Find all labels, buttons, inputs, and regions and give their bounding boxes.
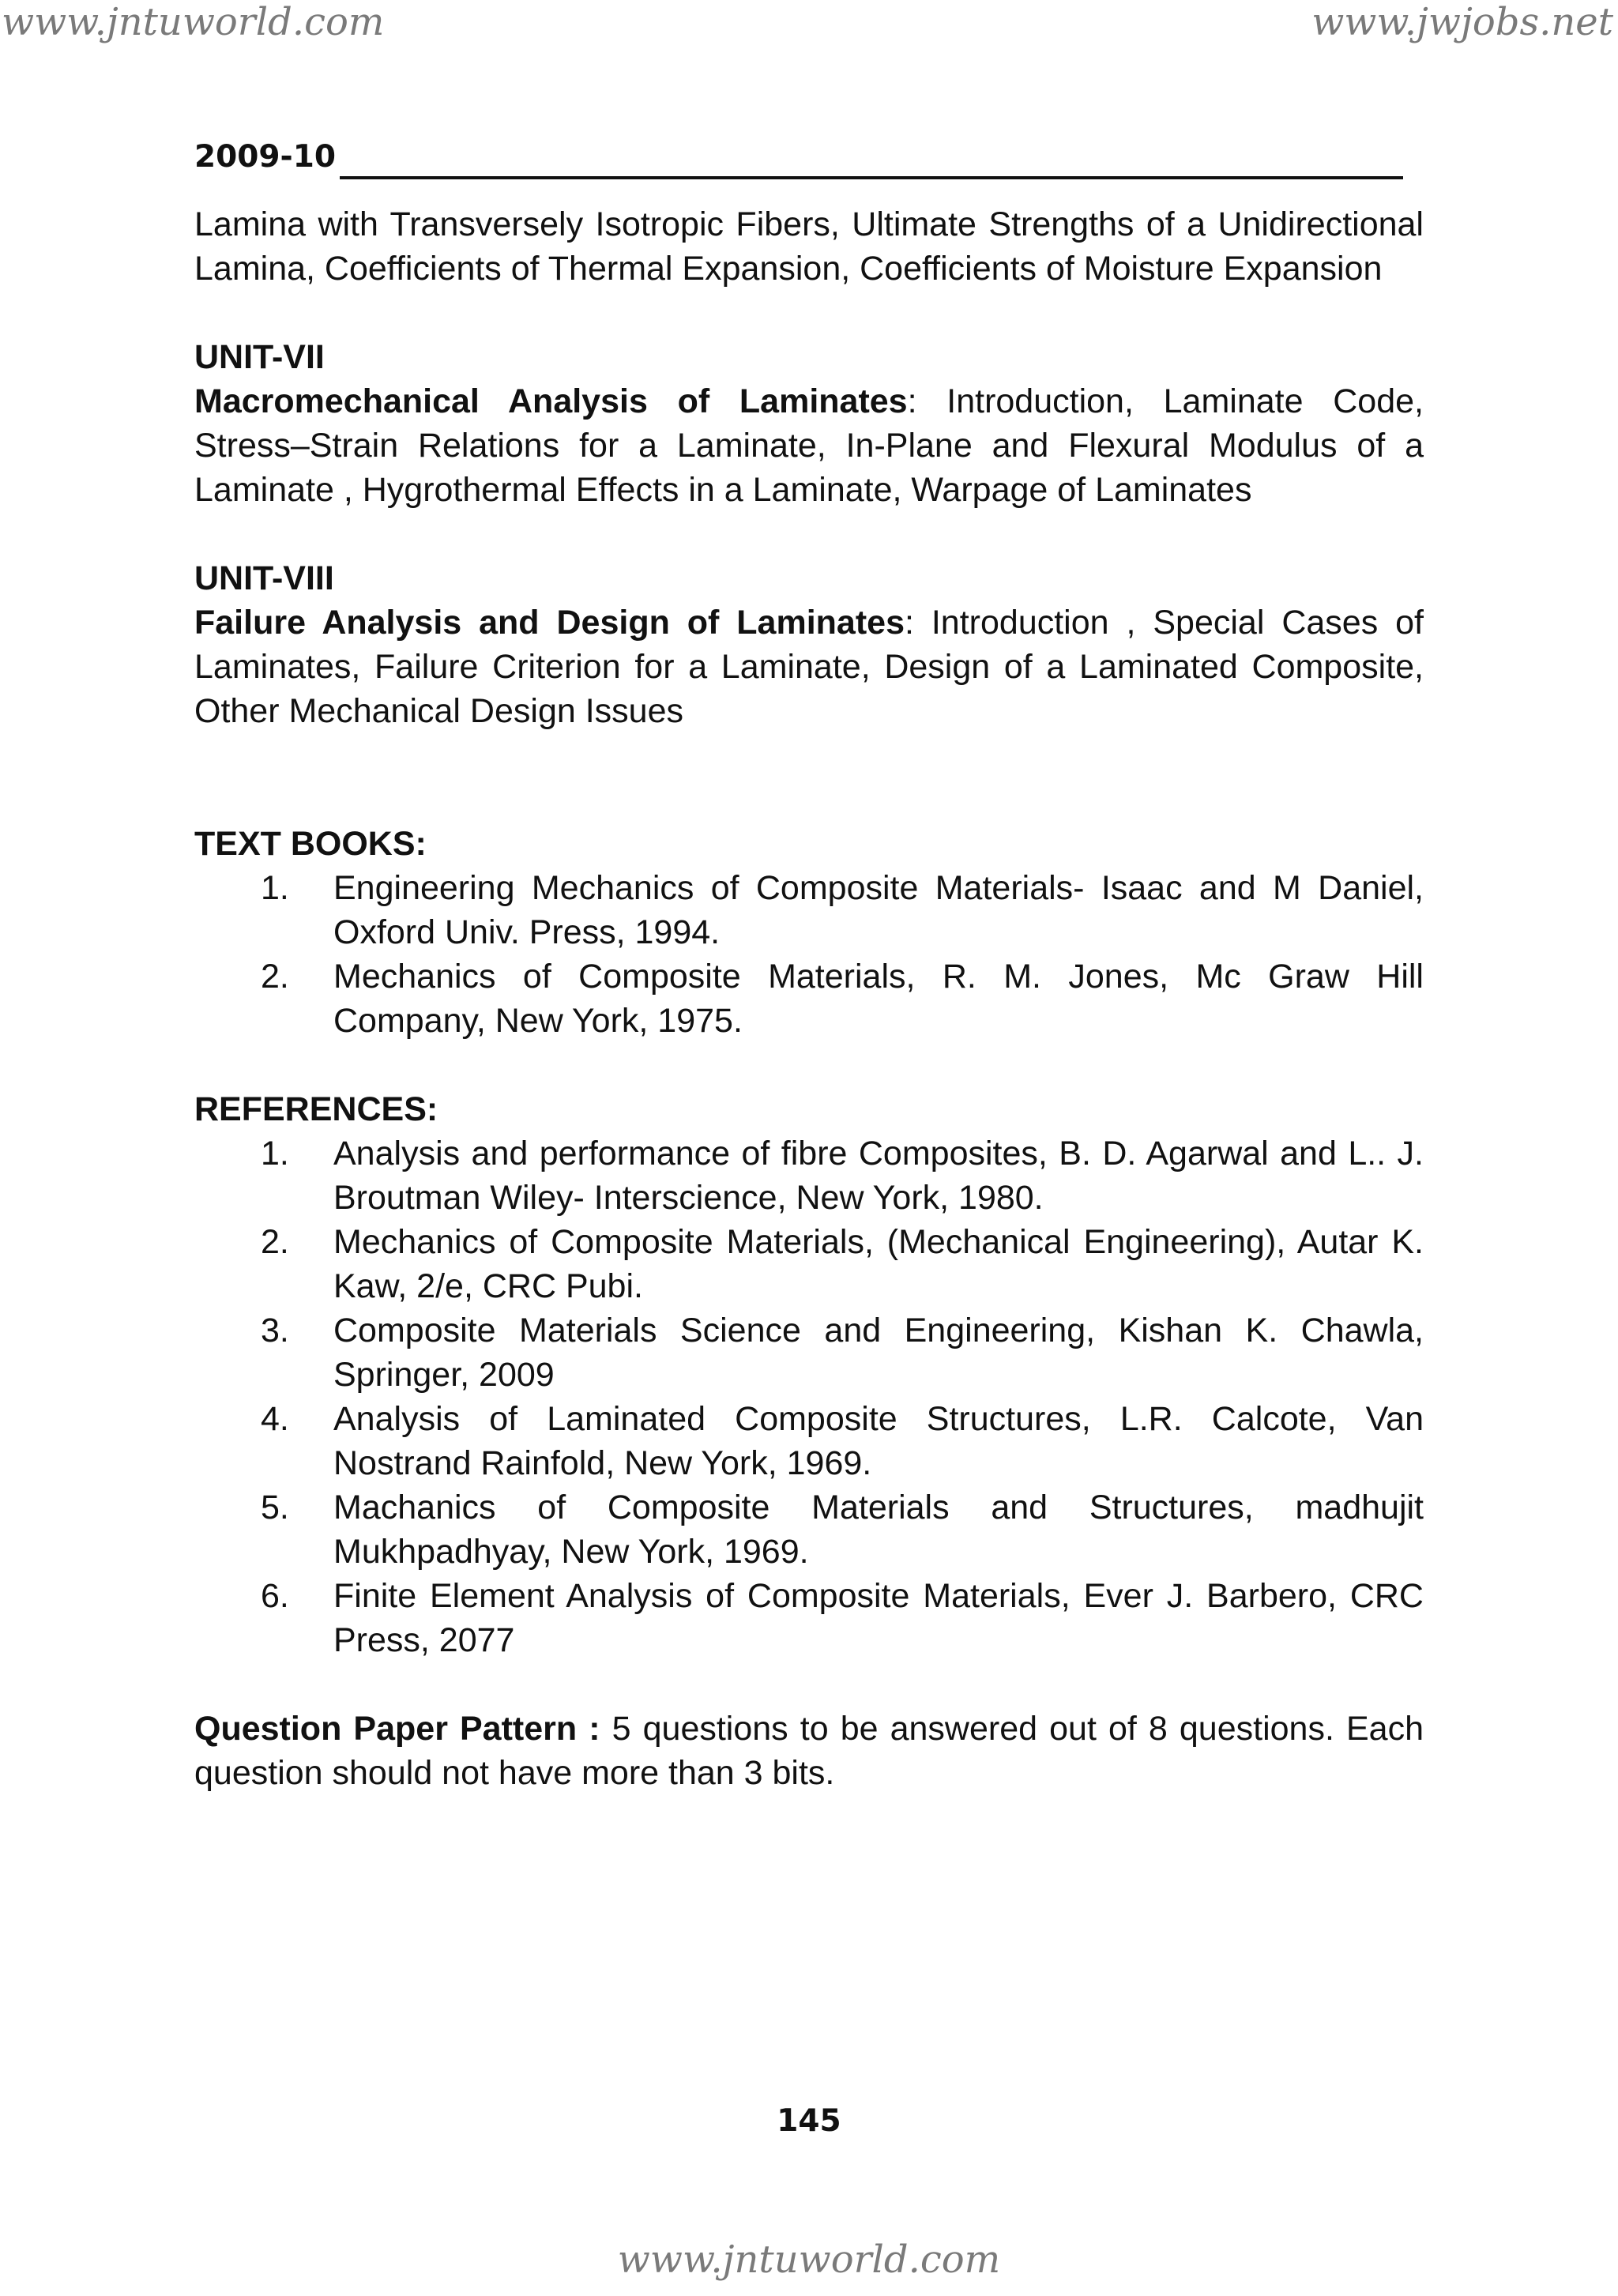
list-item: 2. Mechanics of Composite Materials, R. M. Jones, Mc Graw Hill Company, New York, 1975. (261, 958, 1424, 1040)
list-item: 5. Machanics of Composite Materials and Structures, madhujit Mukhpadhyay, New York, 1969. (261, 1489, 1424, 1571)
unit7-text: : Introduction, Laminate Code, Stress–Strain Relations for a Laminate, In-Plane and Flexural Modulus of a Laminate , Hygrothermal Effects in a Laminate, Warpage of Laminates (194, 382, 1424, 509)
list-item: 2. Mechanics of Composite Materials, (Mechanical Engineering), Autar K. Kaw, 2/e, CRC Pubi. (261, 1223, 1424, 1305)
unit8-heading: UNIT-VIII (194, 559, 334, 597)
references-list (194, 1131, 1424, 1662)
text-books-list (194, 866, 1424, 1043)
page-content (194, 202, 1424, 1795)
watermark-top-left: www.jntuworld.com (2, 0, 385, 44)
question-pattern-text: 5 questions to be answered out of 8 questions. Each question should not have more than 3 bits. (194, 1710, 1424, 1792)
watermark-bottom: www.jntuworld.com (617, 2238, 1001, 2282)
text-books-heading: TEXT BOOKS: (194, 825, 427, 863)
watermark-top-right: www.jwjobs.net (1311, 0, 1613, 44)
list-item: 4. Analysis of Laminated Composite Structures, L.R. Calcote, Van Nostrand Rainfold, New York, 1969. (261, 1400, 1424, 1482)
list-item: 6. Finite Element Analysis of Composite Materials, Ever J. Barbero, CRC Press, 2077 (261, 1577, 1424, 1659)
header-year: 2009-10 (194, 139, 337, 175)
unit7-paragraph (194, 379, 1424, 512)
question-pattern (194, 1707, 1424, 1795)
list-item: 3. Composite Materials Science and Engineering, Kishan K. Chawla, Springer, 2009 (261, 1312, 1424, 1394)
unit7-title: Macromechanical Analysis of Laminates (194, 382, 908, 420)
page-number: 145 (777, 2103, 841, 2139)
list-item: 1. Engineering Mechanics of Composite Materials- Isaac and M Daniel, Oxford Univ. Press, 1994. (261, 869, 1424, 951)
question-pattern-label: Question Paper Pattern : (194, 1710, 600, 1748)
unit8-title: Failure Analysis and Design of Laminates (194, 604, 905, 642)
list-item: 1. Analysis and performance of fibre Composites, B. D. Agarwal and L.. J. Broutman Wiley- Interscience, New York, 1980. (261, 1135, 1424, 1217)
unit8-text: : Introduction , Special Cases of Laminates, Failure Criterion for a Laminate, Design of a Laminated Composite, Other Mechanical Design Issues (194, 604, 1424, 730)
header-rule (340, 176, 1403, 179)
references-heading: REFERENCES: (194, 1090, 438, 1128)
intro-paragraph: Lamina with Transversely Isotropic Fibers, Ultimate Strengths of a Unidirectional Lamina, Coefficients of Thermal Expansion, Coefficients of Moisture Expansion (194, 205, 1424, 288)
header-year-row (194, 139, 1403, 188)
unit7-heading: UNIT-VII (194, 338, 325, 376)
unit8-paragraph (194, 600, 1424, 733)
